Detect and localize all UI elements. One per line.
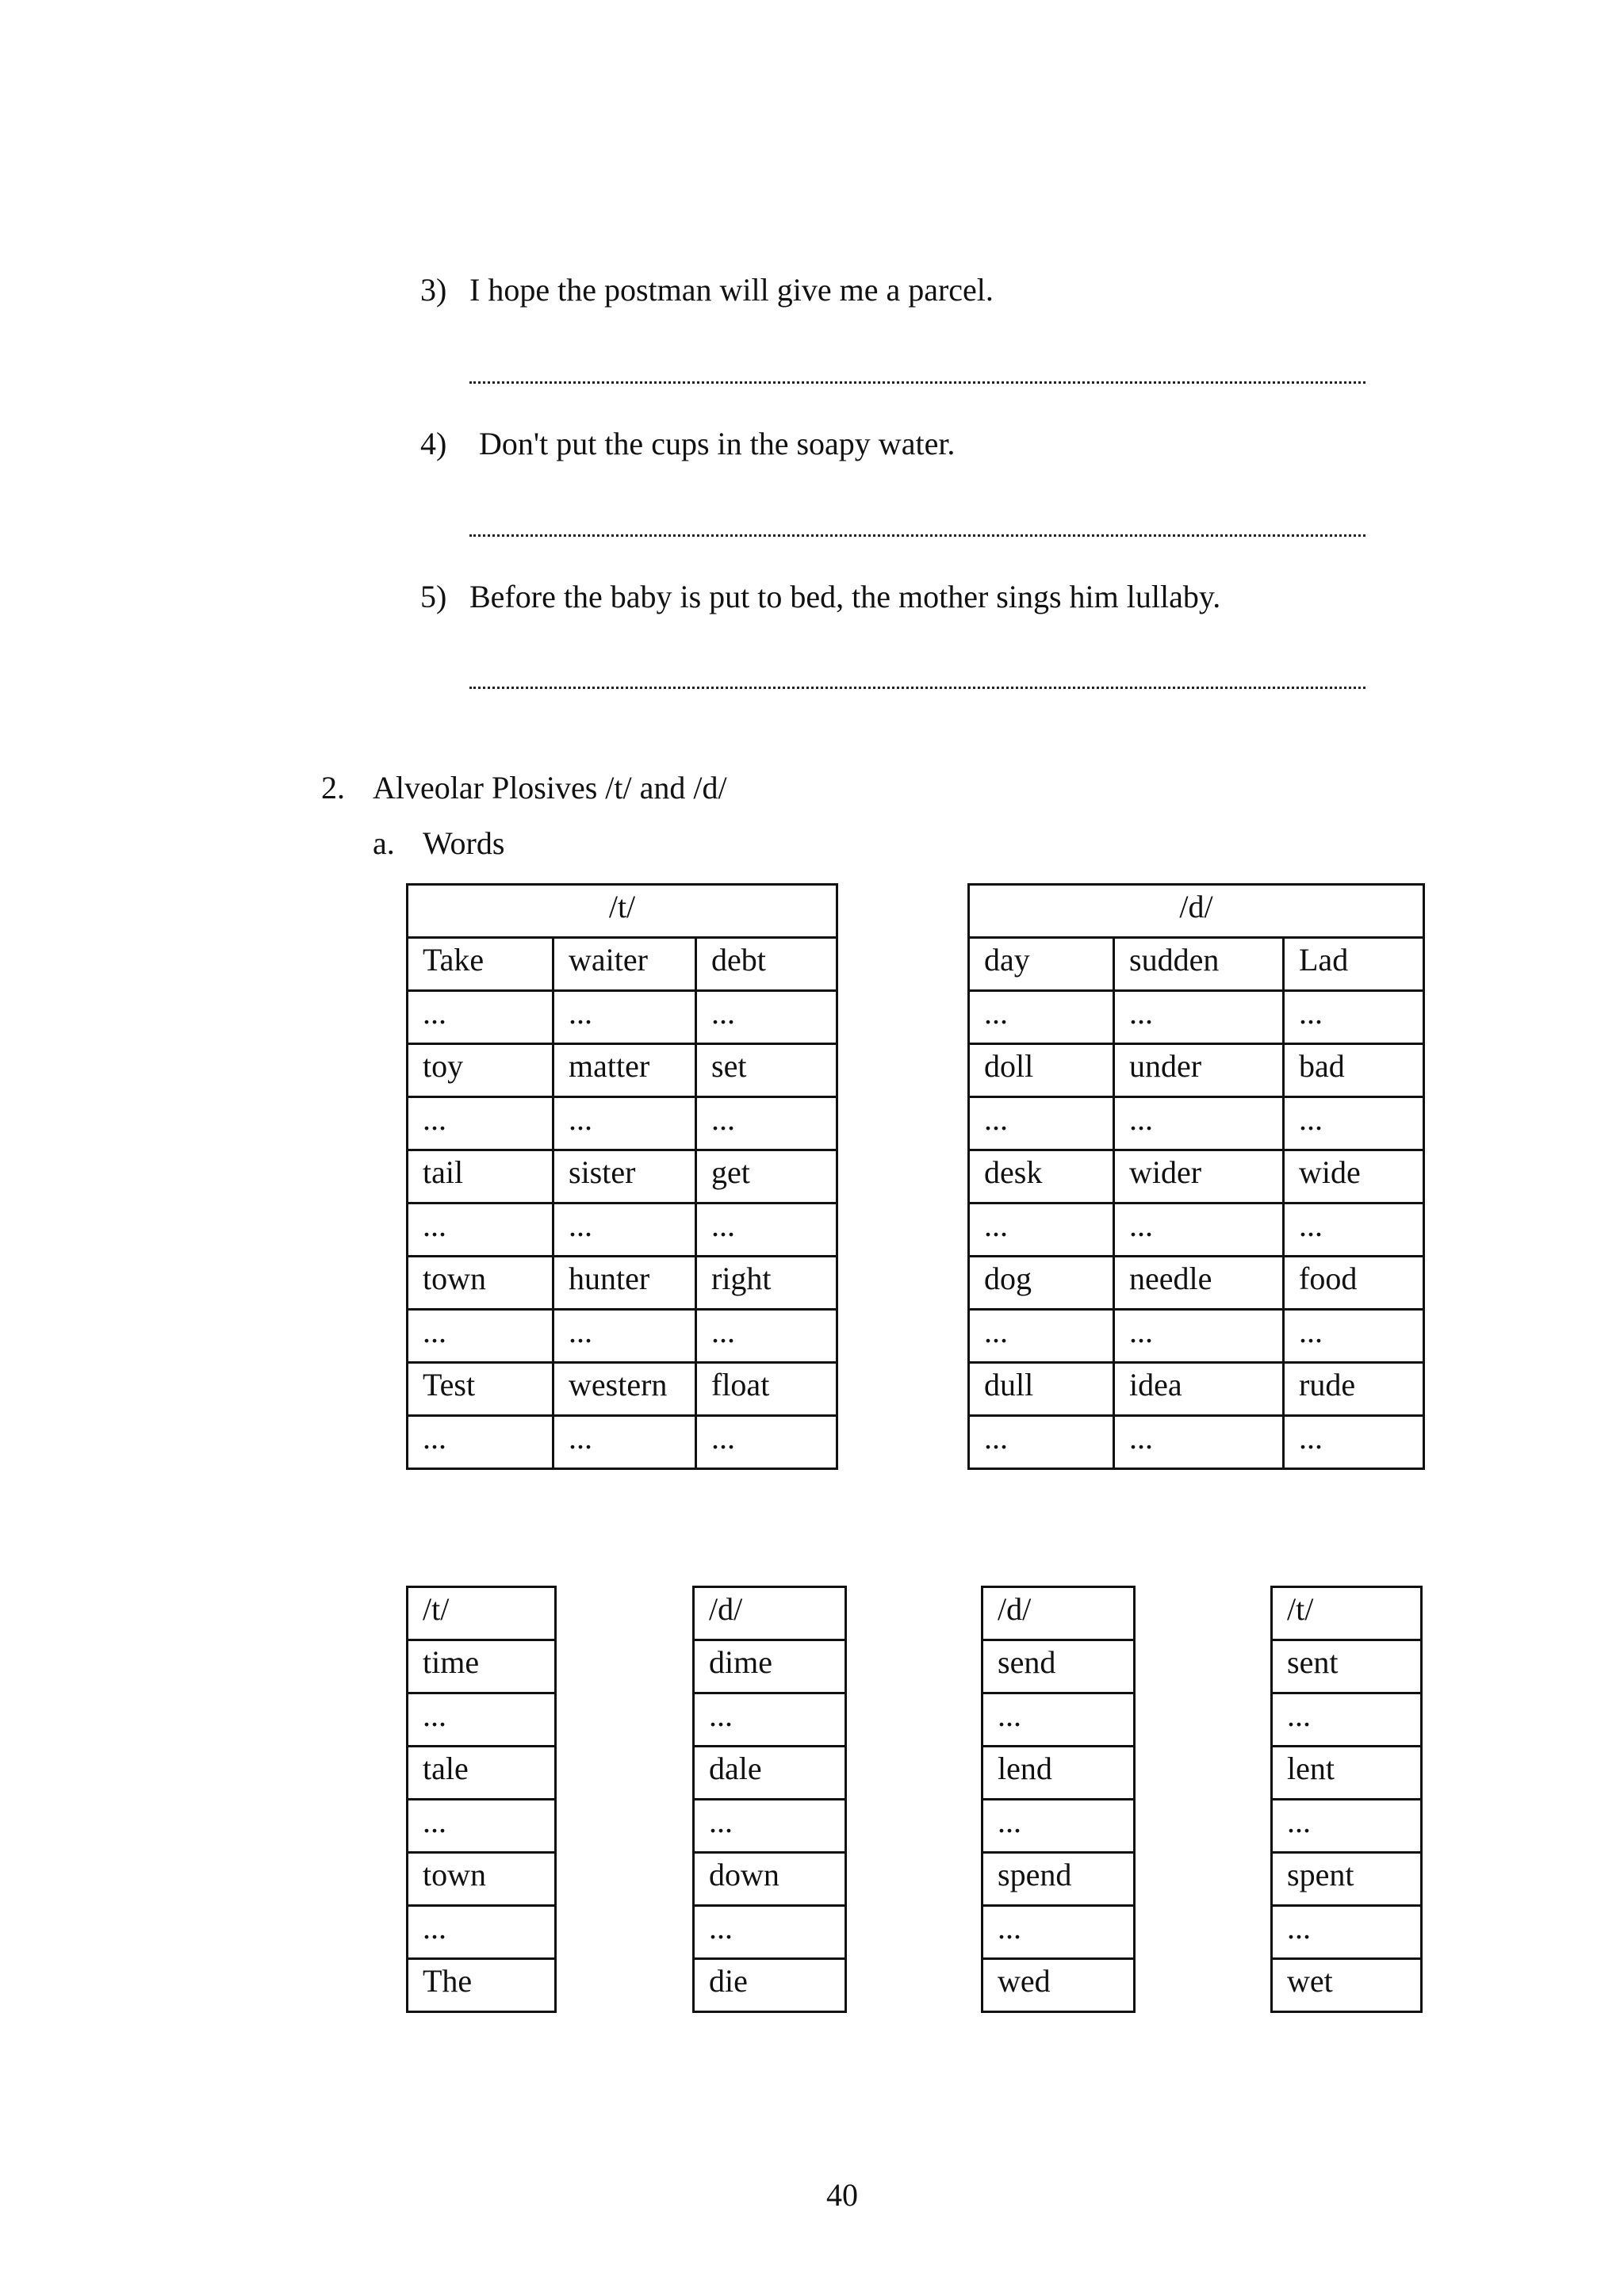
table-row — [1272, 1906, 1422, 1959]
subsection-letter: a. — [373, 825, 395, 861]
table-row — [408, 1640, 556, 1693]
pair-table-header: /d/ — [982, 1587, 1135, 1640]
table-row — [408, 938, 837, 991]
word-cell: spend — [982, 1853, 1135, 1906]
table-row — [982, 1959, 1135, 2012]
word-cell: day — [969, 938, 1114, 991]
pair-table-d-2 — [981, 1586, 1136, 2013]
table-row — [969, 991, 1424, 1044]
table-row — [408, 1257, 837, 1310]
word-cell: ... — [982, 1693, 1135, 1747]
word-cell: ... — [1284, 1416, 1424, 1469]
table-row — [969, 1416, 1424, 1469]
word-cell: ... — [408, 1906, 556, 1959]
table-row — [694, 1800, 846, 1853]
table-row — [969, 1044, 1424, 1097]
subsection-title: Words — [423, 825, 505, 861]
table-row — [408, 1853, 556, 1906]
word-cell: ... — [553, 1097, 696, 1150]
word-cell: ... — [969, 1310, 1114, 1363]
word-cell: matter — [553, 1044, 696, 1097]
pair-table-header: /t/ — [408, 1587, 556, 1640]
d-table-header: /d/ — [969, 885, 1424, 938]
exercise-4-number: 4) — [420, 426, 447, 461]
table-header-row — [408, 885, 837, 938]
word-cell: ... — [696, 1203, 837, 1257]
table-row — [969, 938, 1424, 991]
word-cell: ... — [408, 1693, 556, 1747]
word-cell: toy — [408, 1044, 553, 1097]
word-cell: doll — [969, 1044, 1114, 1097]
table-row — [969, 1150, 1424, 1203]
table-row — [694, 1693, 846, 1747]
word-cell: sister — [553, 1150, 696, 1203]
word-cell: ... — [1114, 1310, 1284, 1363]
section-number: 2. — [321, 770, 345, 806]
word-cell: dime — [694, 1640, 846, 1693]
table-row — [1272, 1640, 1422, 1693]
table-header-row — [969, 885, 1424, 938]
word-cell: ... — [1272, 1800, 1422, 1853]
word-cell: ... — [982, 1906, 1135, 1959]
word-cell: right — [696, 1257, 837, 1310]
word-cell: ... — [696, 1097, 837, 1150]
word-cell: down — [694, 1853, 846, 1906]
table-row — [969, 1363, 1424, 1416]
word-cell: tale — [408, 1747, 556, 1800]
word-cell: wider — [1114, 1150, 1284, 1203]
table-row — [408, 1310, 837, 1363]
table-row — [408, 1363, 837, 1416]
word-cell: time — [408, 1640, 556, 1693]
word-cell: ... — [408, 1800, 556, 1853]
table-row — [969, 1097, 1424, 1150]
word-cell: wed — [982, 1959, 1135, 2012]
word-cell: town — [408, 1257, 553, 1310]
word-cell: dale — [694, 1747, 846, 1800]
exercise-3-number: 3) — [420, 272, 447, 308]
word-cell: get — [696, 1150, 837, 1203]
table-row — [982, 1640, 1135, 1693]
word-cell: tail — [408, 1150, 553, 1203]
answer-line-5[interactable] — [469, 687, 1365, 689]
page-number: 40 — [826, 2177, 858, 2213]
t-words-table — [406, 883, 838, 1470]
table-header-row — [1272, 1587, 1422, 1640]
table-row — [1272, 1800, 1422, 1853]
pair-table-d-1 — [692, 1586, 847, 2013]
table-row — [408, 1906, 556, 1959]
word-cell: ... — [969, 1203, 1114, 1257]
word-cell: ... — [969, 1097, 1114, 1150]
word-cell: sent — [1272, 1640, 1422, 1693]
word-cell: ... — [408, 991, 553, 1044]
d-words-table — [967, 883, 1425, 1470]
table-header-row — [982, 1587, 1135, 1640]
table-row — [408, 1416, 837, 1469]
word-cell: wet — [1272, 1959, 1422, 2012]
word-cell: ... — [408, 1097, 553, 1150]
table-row — [408, 1044, 837, 1097]
word-cell: send — [982, 1640, 1135, 1693]
exercise-3-sentence: I hope the postman will give me a parcel. — [469, 272, 994, 308]
word-cell: sudden — [1114, 938, 1284, 991]
word-cell: Test — [408, 1363, 553, 1416]
word-cell: needle — [1114, 1257, 1284, 1310]
word-cell: bad — [1284, 1044, 1424, 1097]
table-row — [408, 1097, 837, 1150]
table-row — [408, 1959, 556, 2012]
table-row — [982, 1853, 1135, 1906]
word-cell: waiter — [553, 938, 696, 991]
word-cell: ... — [694, 1906, 846, 1959]
word-cell: ... — [1114, 991, 1284, 1044]
word-cell: ... — [1272, 1693, 1422, 1747]
word-cell: ... — [694, 1800, 846, 1853]
word-cell: spent — [1272, 1853, 1422, 1906]
word-cell: wide — [1284, 1150, 1424, 1203]
exercise-5-number: 5) — [420, 579, 447, 614]
word-cell: ... — [553, 1310, 696, 1363]
table-row — [969, 1203, 1424, 1257]
table-row — [969, 1257, 1424, 1310]
word-cell: ... — [969, 1416, 1114, 1469]
word-cell: dog — [969, 1257, 1114, 1310]
word-cell: rude — [1284, 1363, 1424, 1416]
word-cell: ... — [408, 1310, 553, 1363]
word-cell: float — [696, 1363, 837, 1416]
word-cell: ... — [1284, 1203, 1424, 1257]
table-row — [694, 1853, 846, 1906]
word-cell: ... — [1284, 1310, 1424, 1363]
word-cell: ... — [696, 991, 837, 1044]
table-row — [408, 1693, 556, 1747]
word-cell: ... — [1114, 1097, 1284, 1150]
word-cell: ... — [553, 991, 696, 1044]
section-title: Alveolar Plosives /t/ and /d/ — [373, 770, 727, 806]
word-cell: ... — [408, 1416, 553, 1469]
word-cell: ... — [1284, 991, 1424, 1044]
exercise-5-sentence: Before the baby is put to bed, the mother sings him lullaby. — [469, 579, 1221, 614]
word-cell: ... — [408, 1203, 553, 1257]
word-cell: ... — [982, 1800, 1135, 1853]
table-row — [1272, 1747, 1422, 1800]
table-row — [982, 1800, 1135, 1853]
exercise-4-sentence: Don't put the cups in the soapy water. — [479, 426, 956, 461]
word-cell: ... — [696, 1416, 837, 1469]
table-row — [969, 1310, 1424, 1363]
table-row — [982, 1906, 1135, 1959]
pair-table-header: /d/ — [694, 1587, 846, 1640]
table-row — [694, 1959, 846, 2012]
word-cell: ... — [1114, 1203, 1284, 1257]
answer-line-3[interactable] — [469, 381, 1365, 384]
table-row — [408, 1150, 837, 1203]
table-row — [694, 1906, 846, 1959]
answer-line-4[interactable] — [469, 534, 1365, 537]
table-row — [408, 1203, 837, 1257]
word-cell: set — [696, 1044, 837, 1097]
word-cell: dull — [969, 1363, 1114, 1416]
word-cell: debt — [696, 938, 837, 991]
table-row — [408, 1800, 556, 1853]
word-cell: hunter — [553, 1257, 696, 1310]
word-cell: ... — [1114, 1416, 1284, 1469]
pair-table-t-1 — [406, 1586, 557, 2013]
table-row — [408, 991, 837, 1044]
word-cell: Take — [408, 938, 553, 991]
word-cell: Lad — [1284, 938, 1424, 991]
word-cell: ... — [553, 1416, 696, 1469]
word-cell: desk — [969, 1150, 1114, 1203]
pair-table-t-2 — [1270, 1586, 1423, 2013]
word-cell: ... — [696, 1310, 837, 1363]
pair-table-header: /t/ — [1272, 1587, 1422, 1640]
table-row — [982, 1693, 1135, 1747]
table-row — [694, 1640, 846, 1693]
t-table-header: /t/ — [408, 885, 837, 938]
table-row — [982, 1747, 1135, 1800]
table-row — [1272, 1959, 1422, 2012]
word-cell: ... — [1284, 1097, 1424, 1150]
word-cell: lend — [982, 1747, 1135, 1800]
word-cell: lent — [1272, 1747, 1422, 1800]
word-cell: western — [553, 1363, 696, 1416]
word-cell: under — [1114, 1044, 1284, 1097]
word-cell: ... — [1272, 1906, 1422, 1959]
word-cell: The — [408, 1959, 556, 2012]
word-cell: ... — [969, 991, 1114, 1044]
table-row — [694, 1747, 846, 1800]
table-header-row — [694, 1587, 846, 1640]
word-cell: ... — [694, 1693, 846, 1747]
table-row — [408, 1747, 556, 1800]
word-cell: ... — [553, 1203, 696, 1257]
table-header-row — [408, 1587, 556, 1640]
word-cell: idea — [1114, 1363, 1284, 1416]
word-cell: food — [1284, 1257, 1424, 1310]
table-row — [1272, 1853, 1422, 1906]
table-row — [1272, 1693, 1422, 1747]
word-cell: die — [694, 1959, 846, 2012]
word-cell: town — [408, 1853, 556, 1906]
